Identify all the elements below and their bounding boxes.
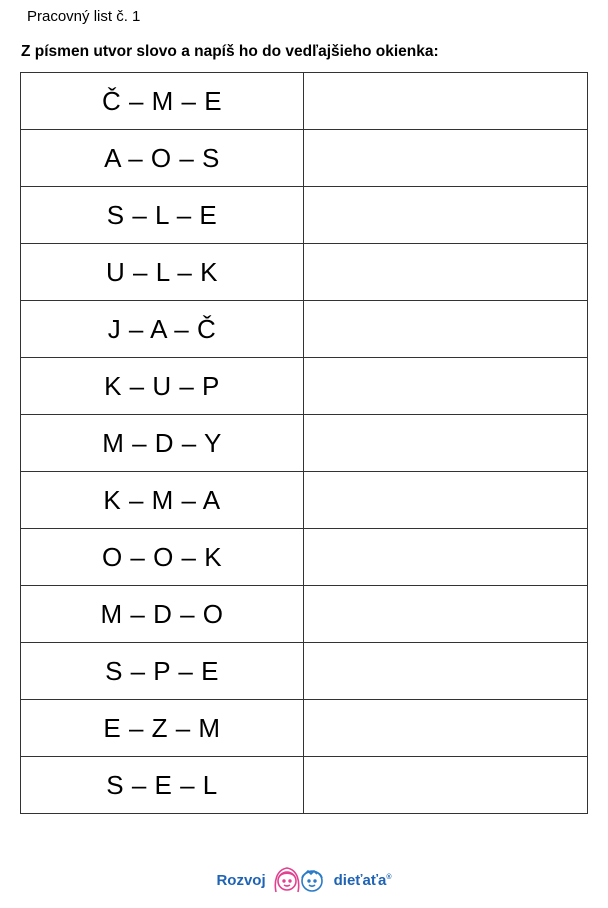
table-row <box>21 73 588 130</box>
answer-cell[interactable] <box>304 529 588 586</box>
answer-cell[interactable] <box>304 415 588 472</box>
letters-cell: O – O – K <box>21 529 304 586</box>
answer-cell[interactable] <box>304 244 588 301</box>
table-row <box>21 529 588 586</box>
letters-cell: J – A – Č <box>21 301 304 358</box>
table-row <box>21 415 588 472</box>
letters-cell: Č – M – E <box>21 73 304 130</box>
registered-mark: ® <box>386 873 392 881</box>
answer-cell[interactable] <box>304 358 588 415</box>
answer-cell[interactable] <box>304 757 588 814</box>
word-table <box>20 72 588 814</box>
footer-brand <box>0 862 608 898</box>
table-row <box>21 187 588 244</box>
sheet-label: Pracovný list č. 1 <box>27 8 141 25</box>
letters-cell: M – D – O <box>21 586 304 643</box>
letters-cell: U – L – K <box>21 244 304 301</box>
letters-cell: S – L – E <box>21 187 304 244</box>
brand-name-right: dieťaťa® <box>333 871 392 889</box>
letters-cell: K – M – A <box>21 472 304 529</box>
letters-cell: E – Z – M <box>21 700 304 757</box>
table-row <box>21 301 588 358</box>
answer-cell[interactable] <box>304 73 588 130</box>
letters-cell: S – E – L <box>21 757 304 814</box>
letters-cell: S – P – E <box>21 643 304 700</box>
instruction-text: Z písmen utvor slovo a napíš ho do vedľajšieho okienka: <box>21 43 439 60</box>
table-row <box>21 472 588 529</box>
table-row <box>21 130 588 187</box>
answer-cell[interactable] <box>304 130 588 187</box>
letters-cell: M – D – Y <box>21 415 304 472</box>
table-row <box>21 244 588 301</box>
table-row <box>21 586 588 643</box>
letters-cell: A – O – S <box>21 130 304 187</box>
answer-cell[interactable] <box>304 643 588 700</box>
two-children-logo-icon <box>270 862 330 898</box>
answer-cell[interactable] <box>304 586 588 643</box>
table-row <box>21 643 588 700</box>
answer-cell[interactable] <box>304 472 588 529</box>
table-row <box>21 757 588 814</box>
brand-name-left: Rozvoj <box>216 871 266 889</box>
table-row <box>21 358 588 415</box>
table-row <box>21 700 588 757</box>
answer-cell[interactable] <box>304 187 588 244</box>
answer-cell[interactable] <box>304 301 588 358</box>
answer-cell[interactable] <box>304 700 588 757</box>
letters-cell: K – U – P <box>21 358 304 415</box>
